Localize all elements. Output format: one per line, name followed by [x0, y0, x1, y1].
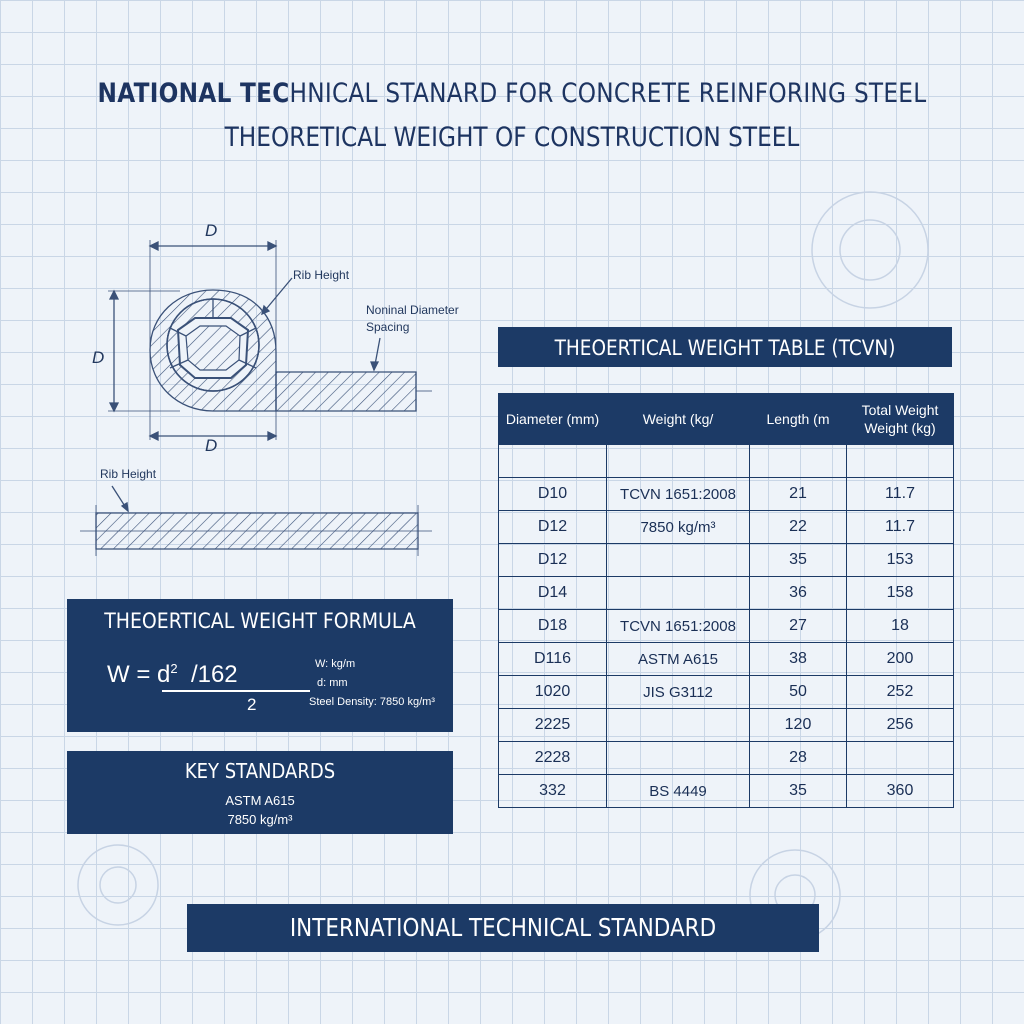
table-row — [499, 676, 954, 709]
nominal-diameter-label: Noninal Diameter — [366, 303, 459, 317]
cell: D14 — [499, 577, 607, 610]
table-row — [499, 610, 954, 643]
cell — [607, 577, 750, 610]
table-row — [499, 544, 954, 577]
cell: D10 — [499, 478, 607, 511]
table-row — [499, 577, 954, 610]
cell — [607, 709, 750, 742]
cell: 252 — [847, 676, 954, 709]
table-title-bar — [498, 327, 952, 367]
col-header-length: Length (m — [750, 394, 847, 445]
cell: 21 — [750, 478, 847, 511]
formula-notes — [309, 655, 435, 712]
cell: 2225 — [499, 709, 607, 742]
cell: 28 — [750, 742, 847, 775]
rib-height-label-2: Rib Height — [100, 467, 157, 481]
cell: 11.7 — [847, 511, 954, 544]
fraction-bar — [162, 690, 310, 692]
cell — [847, 445, 954, 478]
cell: ASTM A615 — [607, 643, 750, 676]
cell: JIS G3112 — [607, 676, 750, 709]
standard-line-1: ASTM A615 — [225, 793, 295, 808]
note-d: d: mm — [317, 677, 348, 689]
cell — [607, 544, 750, 577]
standard-line-2: 7850 kg/m³ — [227, 812, 293, 827]
cell — [607, 742, 750, 775]
cell: D116 — [499, 643, 607, 676]
table-row — [499, 445, 954, 478]
formula-denominator: 2 — [247, 695, 257, 714]
cell: 153 — [847, 544, 954, 577]
col-header-total-weight: Total Weight Weight (kg) — [847, 394, 954, 445]
cell: 332 — [499, 775, 607, 808]
dim-label-top: D — [205, 221, 218, 240]
cell: 120 — [750, 709, 847, 742]
cell: BS 4449 — [607, 775, 750, 808]
table-row — [499, 478, 954, 511]
cell — [607, 445, 750, 478]
formula-expression — [107, 661, 238, 689]
formula-exponent: 2 — [170, 661, 178, 676]
cell: 360 — [847, 775, 954, 808]
spacing-label: Spacing — [366, 320, 410, 334]
table-row — [499, 775, 954, 808]
cell: 1020 — [499, 676, 607, 709]
cell — [847, 742, 954, 775]
cell: TCVN 1651:2008 — [607, 478, 750, 511]
cell: D12 — [499, 544, 607, 577]
cell: 36 — [750, 577, 847, 610]
col-header-diameter: Diameter (mm) — [499, 394, 607, 445]
table-row — [499, 709, 954, 742]
formula-rhs: /162 — [190, 661, 238, 688]
table-header-row — [499, 394, 954, 445]
cell: 256 — [847, 709, 954, 742]
cell: 18 — [847, 610, 954, 643]
cell: TCVN 1651:2008 — [607, 610, 750, 643]
banner-label: INTERNATIONAL TECHNICAL STANDARD — [289, 913, 717, 942]
cell: 200 — [847, 643, 954, 676]
dim-label-bottom: D — [205, 436, 218, 455]
dim-label-left: D — [92, 348, 105, 367]
cell: 38 — [750, 643, 847, 676]
note-density: Steel Density: 7850 kg/m³ — [309, 696, 435, 708]
cell: D18 — [499, 610, 607, 643]
cell: 11.7 — [847, 478, 954, 511]
main-title-rest: HNICAL STANARD FOR CONCRETE REINFORING STEEL — [289, 78, 927, 109]
cell: D12 — [499, 511, 607, 544]
subtitle: THEORETICAL WEIGHT OF CONSTRUCTION STEEL — [224, 122, 800, 153]
rib-height-label: Rib Height — [293, 268, 350, 282]
weight-table — [498, 393, 954, 808]
table-title: THEOERTICAL WEIGHT TABLE (TCVN) — [554, 336, 896, 360]
table-row — [499, 643, 954, 676]
cell: 35 — [750, 544, 847, 577]
formula-title: THEOERTICAL WEIGHT FORMULA — [104, 609, 416, 633]
cell — [499, 445, 607, 478]
cell: 35 — [750, 775, 847, 808]
note-w: W: kg/m — [315, 658, 356, 670]
col-header-weight: Weight (kg/ — [607, 394, 750, 445]
cell: 50 — [750, 676, 847, 709]
main-title-bold: NATIONAL TEC — [97, 78, 290, 109]
key-standards-panel — [67, 751, 453, 834]
cell — [750, 445, 847, 478]
formula-lhs: W = d — [107, 661, 171, 688]
formula-panel — [67, 599, 453, 732]
table-row — [499, 742, 954, 775]
table-row — [499, 511, 954, 544]
key-standards-title: KEY STANDARDS — [184, 759, 336, 783]
international-standard-banner — [187, 904, 819, 952]
cell: 27 — [750, 610, 847, 643]
cell: 158 — [847, 577, 954, 610]
cell: 7850 kg/m³ — [607, 511, 750, 544]
cell: 2228 — [499, 742, 607, 775]
cell: 22 — [750, 511, 847, 544]
